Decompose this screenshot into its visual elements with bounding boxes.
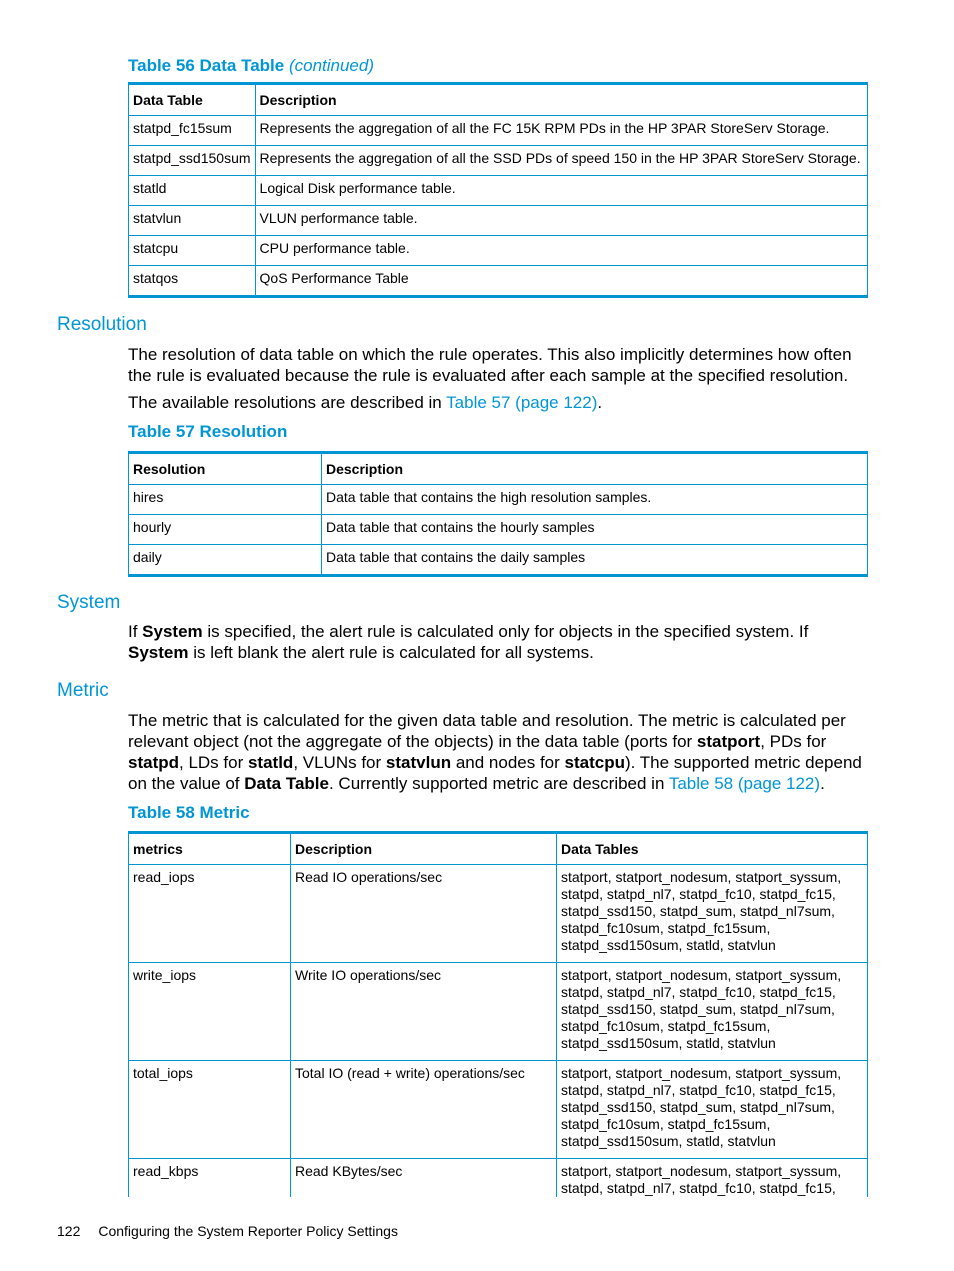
table-row	[129, 865, 868, 963]
table-57-link[interactable]: Table 57 (page 122)	[446, 393, 598, 412]
table-row	[129, 146, 868, 176]
table-cell: QoS Performance Table	[255, 266, 867, 297]
table-cell: total_iops	[129, 1061, 291, 1159]
table-cell: statvlun	[129, 206, 256, 236]
section-heading-metric: Metric	[57, 680, 109, 701]
column-header: Data Tables	[557, 833, 868, 865]
table-row	[129, 545, 868, 576]
table-58-link[interactable]: Table 58 (page 122)	[668, 774, 821, 793]
table-cell: Data table that contains the hourly samples	[322, 515, 868, 545]
table-cell: Represents the aggregation of all the SSD PDs of speed 150 in the HP 3PAR StoreServ Storage.	[255, 146, 867, 176]
table-cell: statport, statport_nodesum, statport_syssum, statpd, statpd_nl7, statpd_fc10, statpd_fc15,	[557, 1159, 868, 1198]
table-cell: statport, statport_nodesum, statport_syssum, statpd, statpd_nl7, statpd_fc10, statpd_fc15, statpd_ssd150, statpd_sum, statpd_nl7sum, statpd_fc10sum, statpd_fc15sum, statpd_ssd150sum, statld, statvlun	[557, 1061, 868, 1159]
table-row	[129, 236, 868, 266]
system-paragraph: If System is specified, the alert rule is calculated only for objects in the specified system. If System is left blank the alert rule is calculated for all systems.	[128, 622, 809, 662]
table-row	[129, 515, 868, 545]
table-header-row	[129, 84, 868, 116]
table-cell: Logical Disk performance table.	[255, 176, 867, 206]
table-cell: Read IO operations/sec	[291, 865, 557, 963]
table-58	[128, 831, 868, 1197]
table-cell: statpd_ssd150sum	[129, 146, 256, 176]
table-row	[129, 963, 868, 1061]
table-58-caption: Table 58 Metric	[128, 803, 250, 822]
column-header: Description	[291, 833, 557, 865]
table-row	[129, 1159, 868, 1198]
column-header: Description	[255, 84, 867, 116]
table-cell: read_iops	[129, 865, 291, 963]
table-cell: hourly	[129, 515, 322, 545]
table-row	[129, 485, 868, 515]
table-cell: read_kbps	[129, 1159, 291, 1198]
table-57-caption: Table 57 Resolution	[128, 422, 288, 441]
table-row	[129, 206, 868, 236]
table-header-row	[129, 453, 868, 485]
table-56	[128, 82, 868, 298]
resolution-paragraph: The resolution of data table on which the rule operates. This also implicitly determines how often the rule is evaluated because the rule is evaluated after each sample at the specified resolution.	[128, 345, 852, 385]
column-header: Description	[322, 453, 868, 485]
chapter-title: Configuring the System Reporter Policy Settings	[98, 1223, 398, 1239]
table-row	[129, 116, 868, 146]
table-header-row	[129, 833, 868, 865]
table-row	[129, 266, 868, 297]
table-row	[129, 1061, 868, 1159]
table-cell: write_iops	[129, 963, 291, 1061]
table-cell: statld	[129, 176, 256, 206]
table-cell: Total IO (read + write) operations/sec	[291, 1061, 557, 1159]
column-header: Resolution	[129, 453, 322, 485]
table-cell: statqos	[129, 266, 256, 297]
column-header: metrics	[129, 833, 291, 865]
table-cell: statpd_fc15sum	[129, 116, 256, 146]
page-number: 122	[57, 1223, 81, 1239]
table-57	[128, 451, 868, 577]
table-cell: Represents the aggregation of all the FC 15K RPM PDs in the HP 3PAR StoreServ Storage.	[255, 116, 867, 146]
page-footer	[57, 1223, 416, 1239]
table-cell: Read KBytes/sec	[291, 1159, 557, 1198]
table-cell: hires	[129, 485, 322, 515]
section-heading-system: System	[57, 592, 121, 613]
table-56-caption: Table 56 Data Table (continued)	[128, 56, 375, 75]
table-cell: statport, statport_nodesum, statport_syssum, statpd, statpd_nl7, statpd_fc10, statpd_fc15, statpd_ssd150, statpd_sum, statpd_nl7sum, statpd_fc10sum, statpd_fc15sum, statpd_ssd150sum, statld, statvlun	[557, 865, 868, 963]
table-cell: Data table that contains the high resolution samples.	[322, 485, 868, 515]
section-heading-resolution: Resolution	[57, 314, 147, 335]
table-cell: statport, statport_nodesum, statport_syssum, statpd, statpd_nl7, statpd_fc10, statpd_fc15, statpd_ssd150, statpd_sum, statpd_nl7sum, statpd_fc10sum, statpd_fc15sum, statpd_ssd150sum, statld, statvlun	[557, 963, 868, 1061]
table-cell: Data table that contains the daily samples	[322, 545, 868, 576]
table-row	[129, 176, 868, 206]
column-header: Data Table	[129, 84, 256, 116]
table-cell: VLUN performance table.	[255, 206, 867, 236]
resolution-reference-paragraph: The available resolutions are described in Table 57 (page 122).	[128, 393, 603, 412]
table-cell: statcpu	[129, 236, 256, 266]
table-cell: daily	[129, 545, 322, 576]
table-cell: Write IO operations/sec	[291, 963, 557, 1061]
metric-paragraph: The metric that is calculated for the given data table and resolution. The metric is calculated per relevant object (not the aggregate of the objects) in the data table (ports for statport, PDs for statpd, LDs for statld, VLUNs for statvlun and nodes for statcpu). The supported metric depend on the value of Data Table. Currently supported metric are described in Table 58 (page 122).	[128, 711, 862, 793]
table-cell: CPU performance table.	[255, 236, 867, 266]
